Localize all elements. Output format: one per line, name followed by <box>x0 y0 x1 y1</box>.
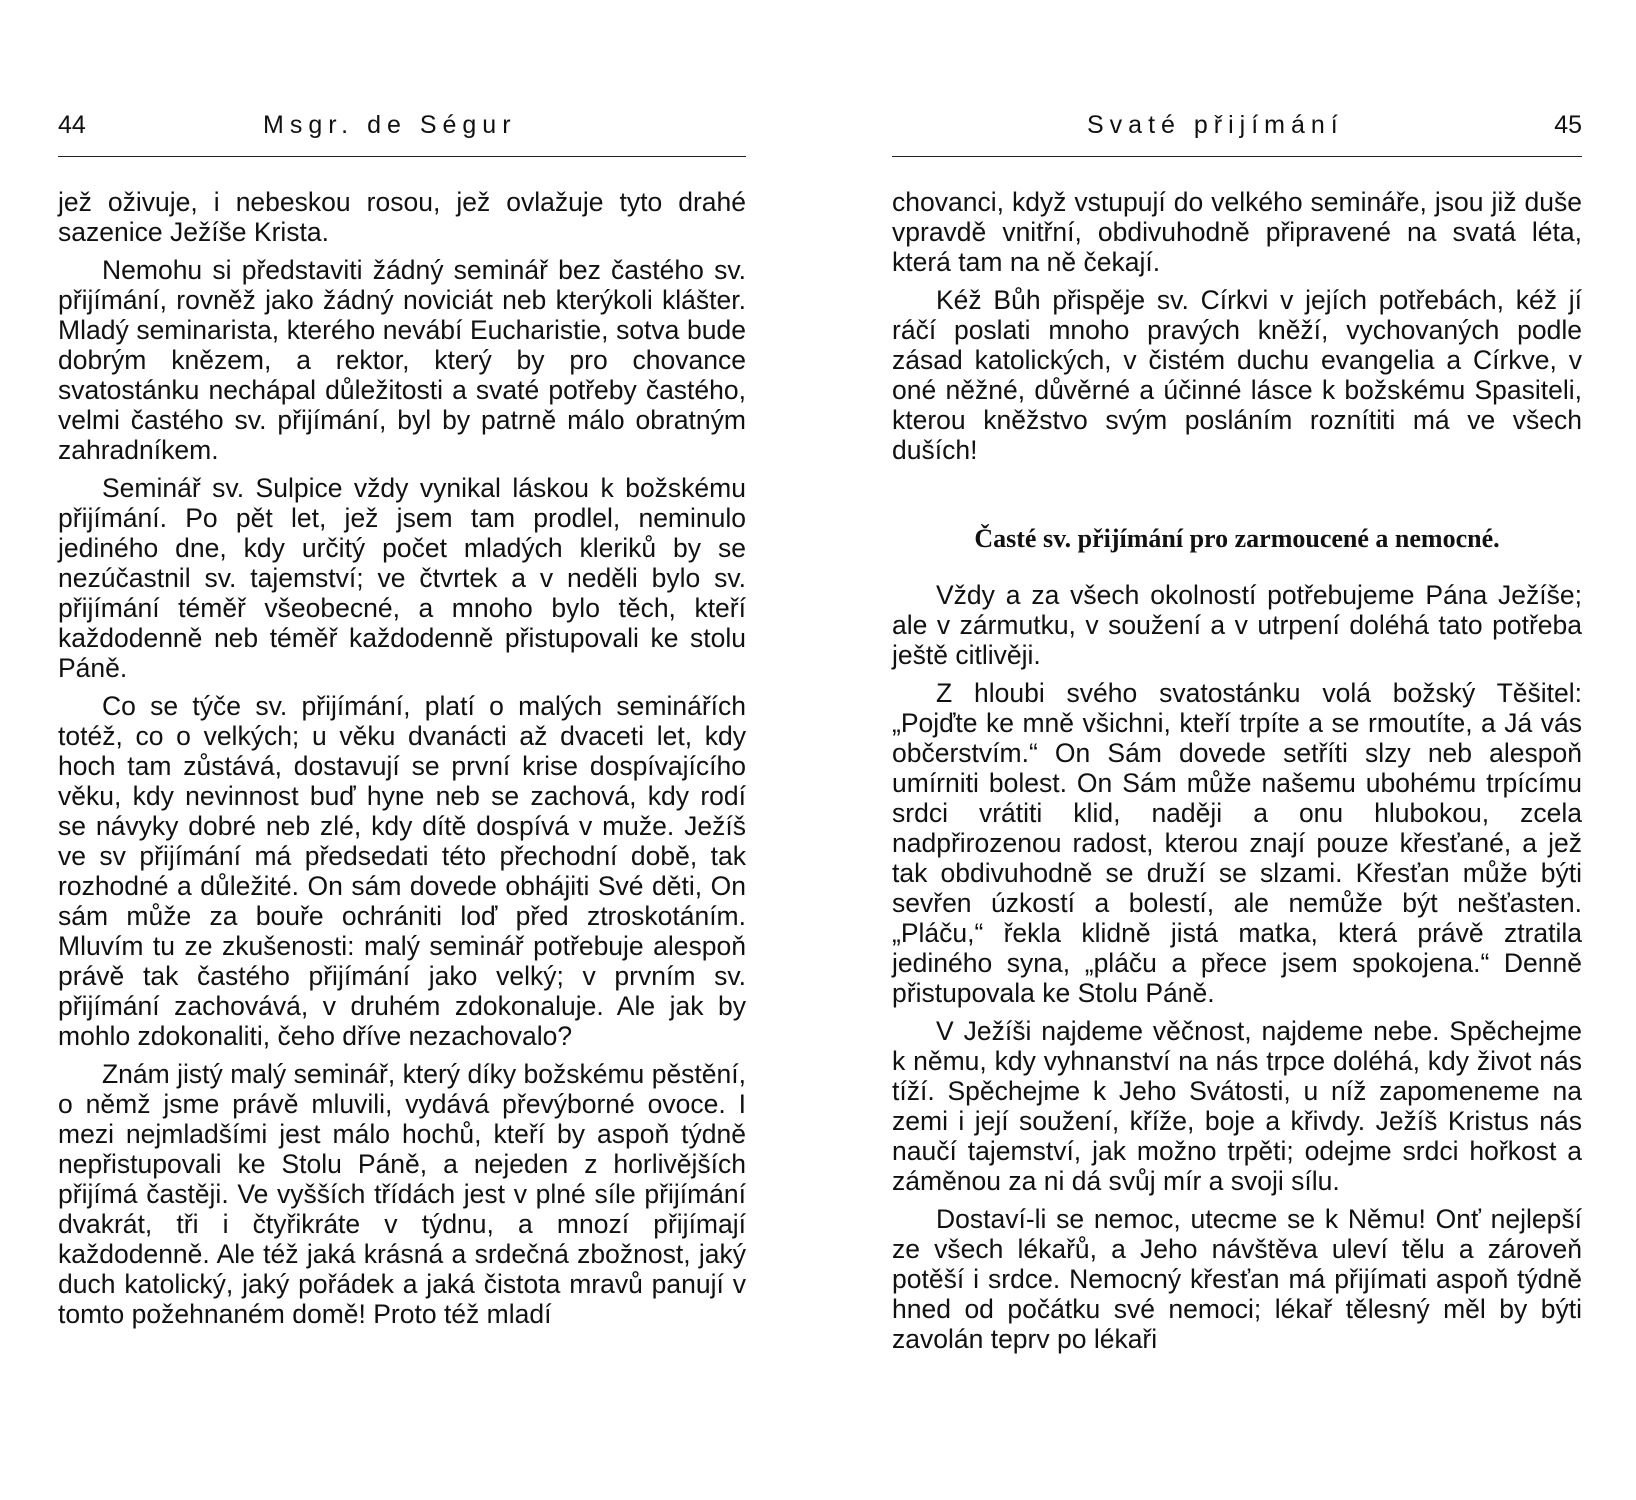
left-body-text <box>58 187 746 1329</box>
right-paragraph-6: Dostaví-li se nemoc, utecme se k Němu! Onť nejlepší ze všech lékařů, a Jeho návštěva uleví tělu a zároveň potěší i srdce. Nemocný křesťan má přijímati aspoň týdně hned od počátku své nemoci; lékař tělesný měl by býti zavolán teprv po lékaři <box>892 1204 1582 1354</box>
left-running-head <box>58 108 746 142</box>
left-paragraph-4: Co se týče sv. přijímání, platí o malých seminářích totéž, co o velkých; u věku dvanácti až dvaceti let, kdy hoch tam zůstává, dostavují se první krise dospívajícího věku, kdy nevinnost buď hyne neb se zachová, kdy rodí se návyky dobré neb zlé, kdy dítě dospívá v muže. Ježíš ve sv přijímání má předsedati této přechodní době, tak rozhodné a důležité. On sám dovede obhájiti Své děti, On sám může za bouře ochrániti loď před ztroskotáním. Mluvím tu ze zkušenosti: malý seminář potřebuje alespoň právě tak častého přijímání jako velký; v prvním sv. přijímání zachovává, v druhém zdokonaluje. Ale jak by mohlo zdokonaliti, čeho dříve nezachovalo? <box>58 691 746 1051</box>
right-body-text <box>892 187 1582 1354</box>
right-page-number: 45 <box>1554 111 1582 139</box>
left-paragraph-1: jež oživuje, i nebeskou rosou, jež ovlažuje tyto drahé sazenice Ježíše Krista. <box>58 187 746 247</box>
left-paragraph-5: Znám jistý malý seminář, který díky božskému pěstění, o němž jsme právě mluvili, vydává převýborné ovoce. I mezi nejmladšími jest málo hochů, kteří by aspoň týdně nepřistupovali ke Stolu Páně, a nejeden z horlivějších přijímá častěji. Ve vyšších třídách jest v plné síle přijímání dvakrát, tři i čtyřikráte v týdnu, a mnozí přijímají každodenně. Ale též jaká krásná a srdečná zbožnost, jaký duch katolický, jaký pořádek a jaká čistota mravů panují v tomto požehnaném domě! Proto též mladí <box>58 1059 746 1329</box>
left-running-title: Msgr. de Ségur <box>263 111 517 139</box>
right-header-rule <box>892 156 1582 157</box>
right-paragraph-2: Kéž Bůh přispěje sv. Církvi v jejích potřebách, kéž jí ráčí poslati mnoho pravých kněží, vychovaných podle zásad katolických, v čistém duchu evangelia a Církve, v oné něžné, důvěrné a účinné lásce k božskému Spasiteli, kterou kněžstvo svým posláním roznítiti má ve všech duších! <box>892 285 1582 465</box>
left-paragraph-3: Seminář sv. Sulpice vždy vynikal láskou k božskému přijímání. Po pět let, jež jsem tam prodlel, neminulo jediného dne, kdy určitý počet mladých kleriků by se nezúčastnil sv. tajemství; ve čtvrtek a v neděli bylo sv. přijímání téměř všeobecné, a mnoho bylo těch, kteří každodenně neb téměř každodenně přistupovali ke stolu Páně. <box>58 473 746 683</box>
right-paragraph-1: chovanci, když vstupují do velkého semináře, jsou již duše vpravdě vnitřní, obdivuhodně připravené na svatá léta, která tam na ně čekají. <box>892 187 1582 277</box>
right-page <box>892 108 1582 1362</box>
left-paragraph-2: Nemohu si představiti žádný seminář bez častého sv. přijímání, rovněž jako žádný noviciát neb kterýkoli klášter. Mladý seminarista, kterého nevábí Eucharistie, sotva bude dobrým knězem, a rektor, který by pro chovance svatostánku nechápal důležitosti a svaté potřeby častého, velmi častého sv. přijímání, byl by patrně málo obratným zahradníkem. <box>58 255 746 465</box>
right-paragraph-3: Vždy a za všech okolností potřebujeme Pána Ježíše; ale v zármutku, v soužení a v utrpení doléhá tato potřeba ještě citlivěji. <box>892 580 1582 670</box>
right-paragraph-5: V Ježíši najdeme věčnost, najdeme nebe. Spěchejme k němu, kdy vyhnanství na nás trpce doléhá, kdy život nás tíží. Spěchejme k Jeho Svátosti, u níž zapomeneme na zemi i její soužení, kříže, boje a křivdy. Ježíš Kristus nás naučí tajemství, jak možno trpěti; odejme srdci hořkost a záměnou za ni dá svůj mír a svoji sílu. <box>892 1016 1582 1196</box>
right-running-title: Svaté přijímání <box>1087 111 1344 139</box>
section-heading: Časté sv. přijímání pro zarmoucené a nemocné. <box>974 524 1500 553</box>
left-page-number: 44 <box>58 111 86 139</box>
right-paragraph-4: Z hloubi svého svatostánku volá božský Těšitel: „Pojďte ke mně všichni, kteří trpíte a se rmoutíte, a Já vás občerstvím.“ On Sám dovede setříti slzy neb alespoň umírniti bolest. On Sám může našemu ubohému trpícímu srdci vrátiti klid, naději a onu hlubokou, zcela nadpřirozenou radost, kterou znají pouze křesťané, a jež tak obdivuhodně se druží se slzami. Křesťan může býti sevřen úzkostí a bolestí, ale nemůže být nešťasten. „Pláču,“ řekla klidně jistá matka, která právě ztratila jediného syna, „pláču a přece jsem spokojena.“ Denně přistupovala ke Stolu Páně. <box>892 678 1582 1008</box>
right-running-head <box>892 108 1582 142</box>
left-page <box>58 108 746 1337</box>
left-header-rule <box>58 156 746 157</box>
